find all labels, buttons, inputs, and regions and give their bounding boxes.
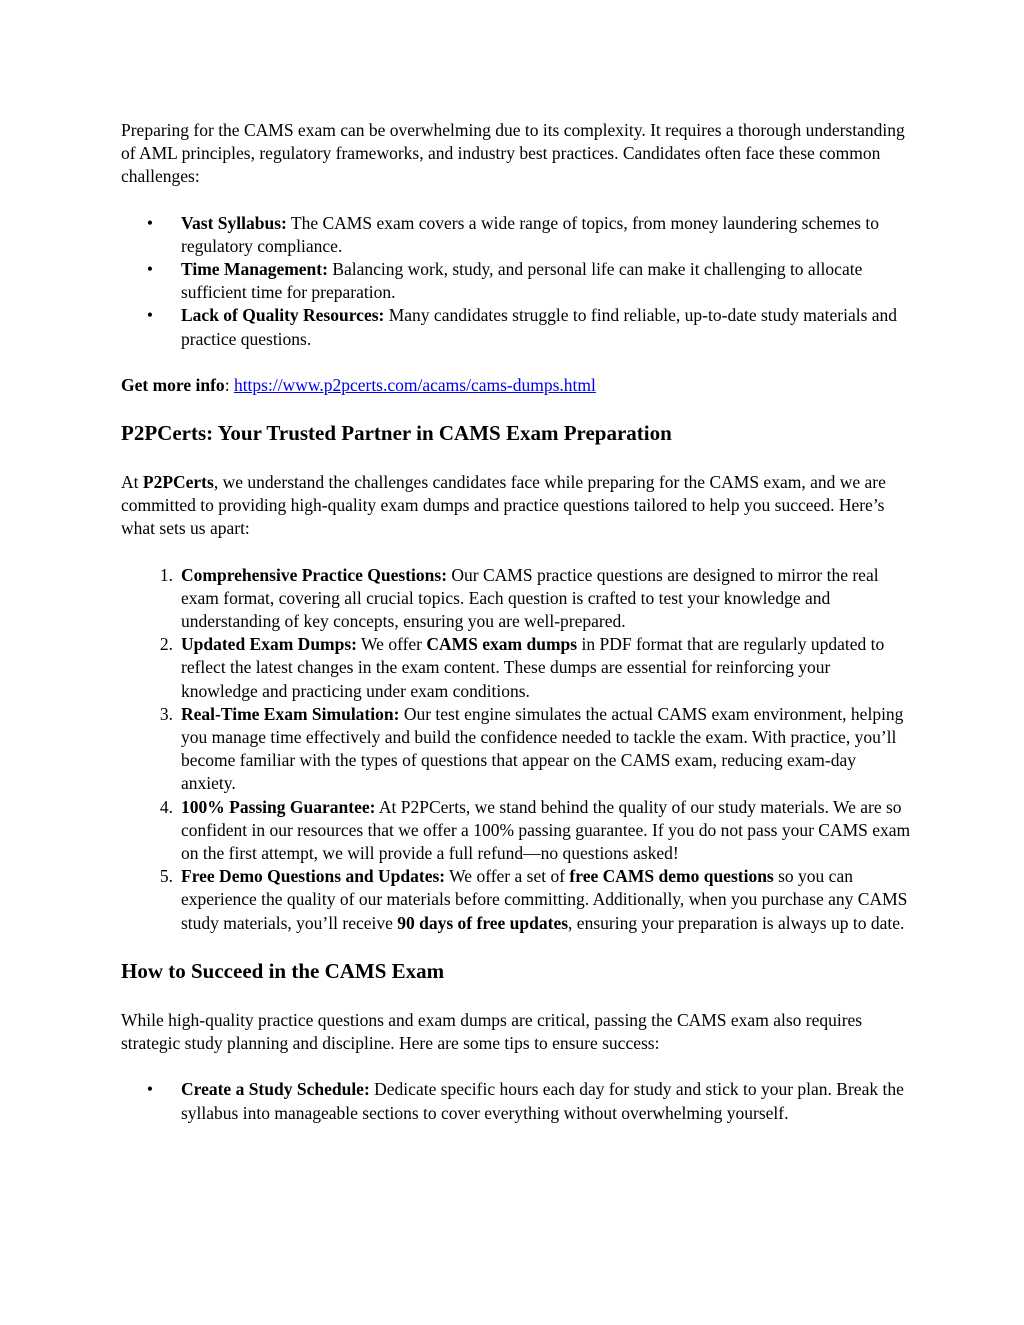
item-text: so you can experience the quality of our materials before committing. Additionally, when you purchase any CAMS study materials, you’ll receive (181, 866, 908, 933)
item-emphasis: 90 days of free updates (397, 912, 569, 933)
succeed-paragraph: While high-quality practice questions and exam dumps are critical, passing the CAMS exam also requires strategic study planning and discipline. Here are some tips to ensure success: (121, 1009, 863, 1054)
item-text: Balancing work, study, and personal life can make it challenging to allocate sufficient time for preparation. (181, 259, 863, 303)
para-prefix: At (121, 472, 143, 493)
document-page (121, 119, 911, 1148)
item-emphasis: CAMS exam dumps (426, 634, 578, 655)
item-number: 3. (159, 703, 173, 724)
list-item (121, 304, 911, 350)
list-item (121, 1078, 911, 1124)
p2pcerts-paragraph (121, 471, 911, 541)
item-title: Lack of Quality Resources: (181, 305, 385, 326)
brand-name: P2PCerts (142, 472, 214, 493)
bullet-icon: • (146, 305, 154, 326)
item-title: Create a Study Schedule: (181, 1079, 370, 1100)
bullet-icon: • (146, 212, 154, 233)
intro-paragraph: Preparing for the CAMS exam can be overwhelming due to its complexity. It requires a thorough understanding of AML principles, regulatory frameworks, and industry best practices. Candidates often face these common challenges: (121, 120, 905, 187)
item-text: Our CAMS practice questions are designed to mirror the real exam format, covering all crucial topics. Each question is crafted to test your knowledge and understanding of key concepts, ensuring you are well-prepared. (181, 564, 879, 632)
item-title: Free Demo Questions and Updates: (181, 866, 446, 887)
cams-dumps-link[interactable]: https://www.p2pcerts.com/acams/cams-dumps.html (233, 374, 596, 395)
item-title: Real-Time Exam Simulation: (181, 703, 400, 724)
features-list (121, 564, 911, 935)
list-item (121, 865, 911, 935)
item-text: The CAMS exam covers a wide range of topics, from money laundering schemes to regulatory compliance. (181, 212, 879, 256)
item-title: Time Management: (181, 259, 328, 280)
list-item (121, 703, 911, 796)
more-info-separator: : (224, 374, 234, 395)
item-text: We offer a set of (445, 866, 570, 887)
item-text: in PDF format that are regularly updated to reflect the latest changes in the exam content. These dumps are essential for reinforcing your knowledge and practicing under exam conditions. (181, 634, 885, 701)
item-title: Vast Syllabus: (181, 212, 287, 233)
list-item (121, 633, 911, 703)
more-info-label: Get more info (121, 374, 225, 395)
list-item (121, 564, 911, 634)
bullet-icon: • (146, 1079, 154, 1100)
item-text: We offer (357, 634, 427, 655)
list-item (121, 796, 911, 866)
bullet-icon: • (146, 259, 154, 280)
list-item (121, 212, 911, 258)
item-text: Dedicate specific hours each day for study and stick to your plan. Break the syllabus into manageable sections to cover everything without overwhelming yourself. (181, 1079, 904, 1123)
item-text: At P2PCerts, we stand behind the quality of our study materials. We are so confident in our resources that we offer a 100% passing guarantee. If you do not pass your CAMS exam on the first attempt, we will provide a full refund—no questions asked! (181, 796, 911, 864)
item-number: 2. (159, 634, 173, 655)
item-number: 5. (159, 866, 173, 887)
challenges-list (121, 212, 911, 351)
item-title: 100% Passing Guarantee: (181, 796, 376, 817)
more-info-line (121, 374, 911, 397)
item-number: 1. (159, 564, 173, 585)
item-title: Comprehensive Practice Questions: (181, 564, 448, 585)
item-text: Our test engine simulates the actual CAMS exam environment, helping you manage time effectively and build the confidence needed to tackle the exam. With practice, you’ll become familiar with the types of questions that appear on the CAMS exam, reducing exam-day anxiety. (181, 703, 904, 794)
item-text: Many candidates struggle to find reliable, up-to-date study materials and practice questions. (181, 305, 898, 349)
item-title: Updated Exam Dumps: (181, 634, 357, 655)
item-emphasis: free CAMS demo questions (569, 866, 774, 887)
section-heading-p2pcerts: P2PCerts: Your Trusted Partner in CAMS Exam Preparation (121, 421, 672, 446)
item-text: , ensuring your preparation is always up to date. (568, 912, 905, 933)
para-rest: , we understand the challenges candidates face while preparing for the CAMS exam, and we are committed to providing high-quality exam dumps and practice questions tailored to help you succeed. Here’s what sets us apart: (121, 472, 886, 539)
item-number: 4. (159, 796, 173, 817)
tips-list (121, 1078, 911, 1124)
list-item (121, 258, 911, 304)
section-heading-succeed: How to Succeed in the CAMS Exam (121, 958, 445, 983)
